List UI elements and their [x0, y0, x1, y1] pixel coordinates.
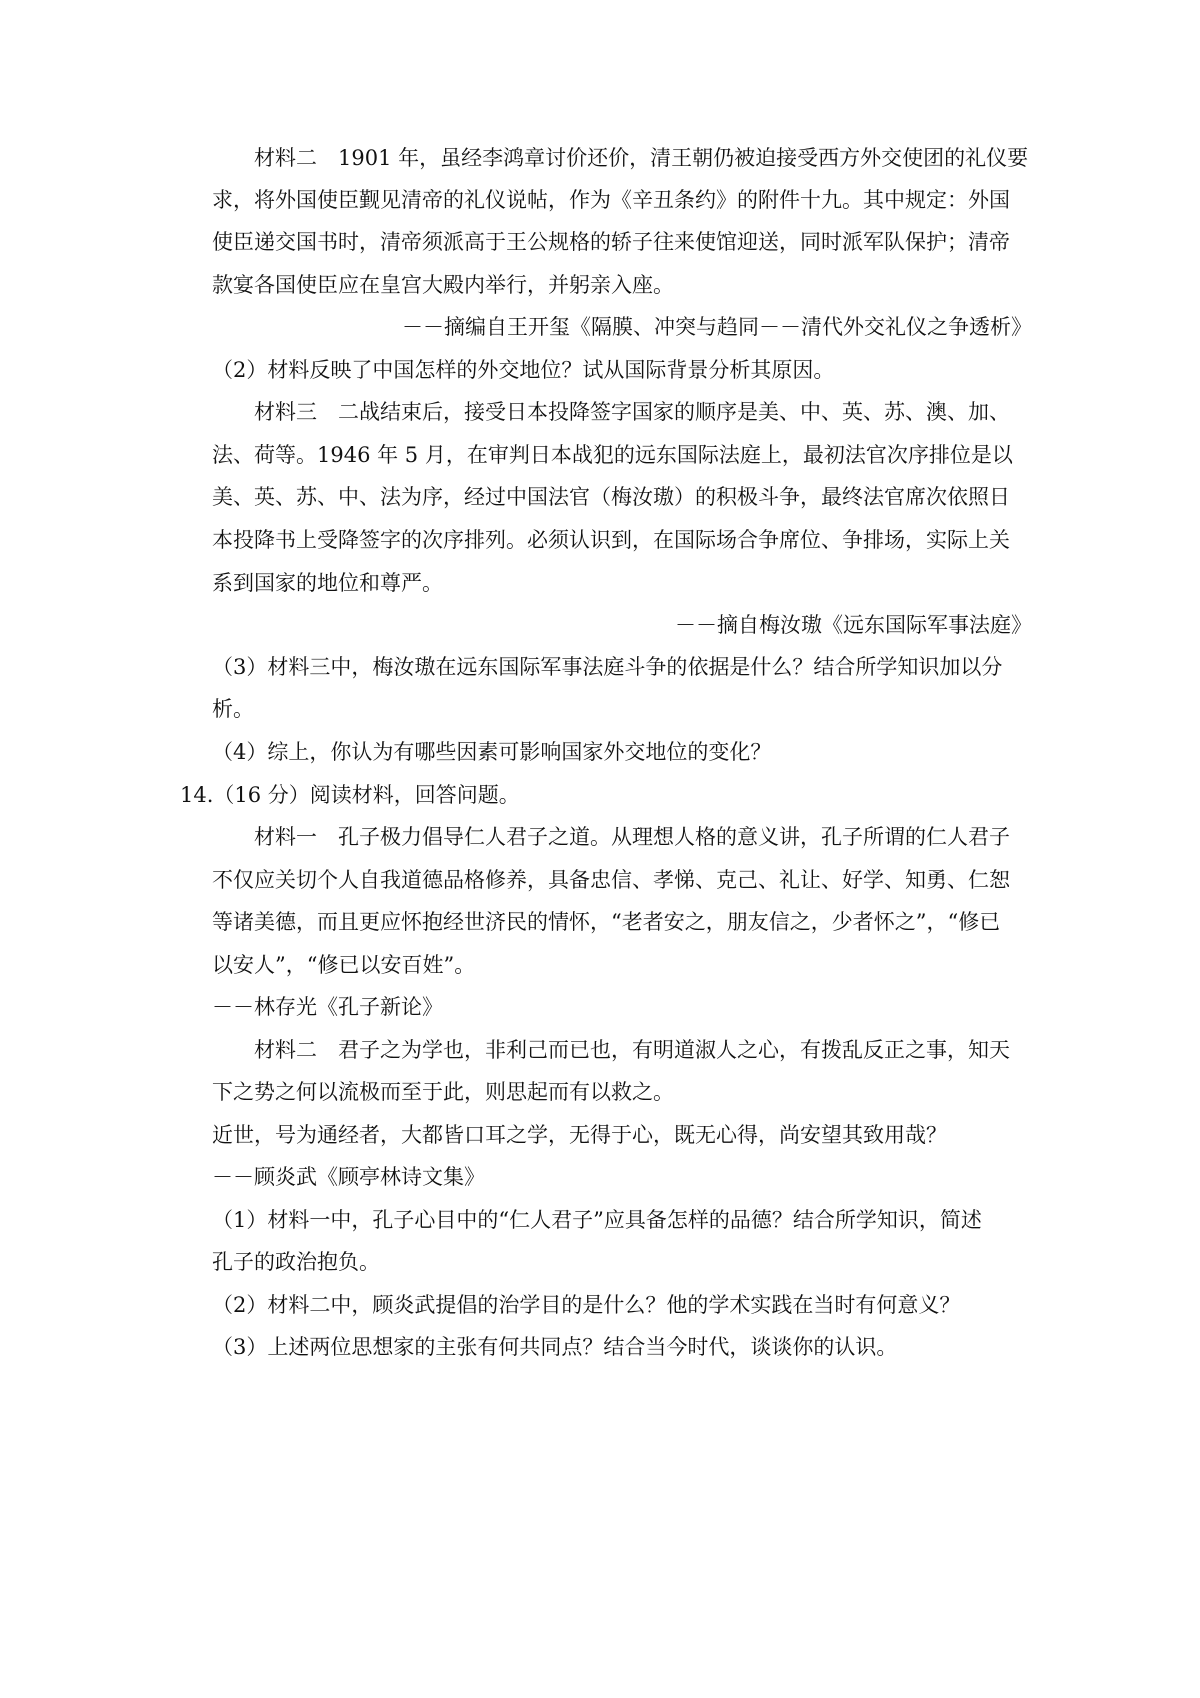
q14-question-2: （2）材料二中，顾炎武提倡的治学目的是什么？他的学术实践在当时有何意义？: [212, 1293, 961, 1317]
q14-material-1-line-4: 以安人”，“修已以安百姓”。: [212, 953, 476, 977]
q14-material-2-line-2: 下之势之何以流极而至于此，则思起而有以救之。: [212, 1080, 674, 1104]
q14-material-2-line-1: 材料二 君子之为学也，非利己而已也，有明道淑人之心，有拨乱反正之事，知天: [254, 1038, 1010, 1062]
q14-question-3: （3）上述两位思想家的主张有何共同点？结合当今时代，谈谈你的认识。: [212, 1335, 898, 1359]
q14-material-1-line-3: 等诸美德，而且更应怀抱经世济民的情怀，“老者安之，朋友信之，少者怀之”，“修已: [212, 910, 1001, 934]
question-2: （2）材料反映了中国怎样的外交地位？试从国际背景分析其原因。: [212, 358, 835, 382]
material-2-line-4: 款宴各国使臣应在皇宫大殿内举行，并躬亲入座。: [212, 273, 674, 297]
material-3-source: －－摘自梅汝璈《远东国际军事法庭》: [675, 613, 1032, 637]
material-2-line-3: 使臣递交国书时，清帝须派高于王公规格的轿子往来使馆迎送，同时派军队保护；清帝: [212, 230, 1010, 254]
q14-material-1-line-1: 材料一 孔子极力倡导仁人君子之道。从理想人格的意义讲，孔子所谓的仁人君子: [254, 825, 1010, 849]
q14-material-2-source: －－顾炎武《顾亭林诗文集》: [212, 1165, 485, 1189]
q14-material-1-line-2: 不仅应关切个人自我道德品格修养，具备忠信、孝悌、克己、礼让、好学、知勇、仁恕: [212, 868, 1010, 892]
material-3-line-1: 材料三 二战结束后，接受日本投降签字国家的顺序是美、中、英、苏、澳、加、: [254, 400, 1010, 424]
material-3-line-3: 美、英、苏、中、法为序，经过中国法官（梅汝璈）的积极斗争，最终法官席次依照日: [212, 485, 1010, 509]
material-3-line-2: 法、荷等。1946 年 5 月，在审判日本战犯的远东国际法庭上，最初法官次序排位是以: [212, 443, 1013, 467]
material-2-line-1: 材料二 1901 年，虽经李鸿章讨价还价，清王朝仍被迫接受西方外交使团的礼仪要: [254, 146, 1029, 170]
q14-material-2-line-3: 近世，号为通经者，大都皆口耳之学，无得于心，既无心得，尚安望其致用哉？: [212, 1123, 947, 1147]
q14-question-1-line-2: 孔子的政治抱负。: [212, 1250, 380, 1274]
question-3-line-2: 析。: [212, 697, 254, 721]
material-3-line-5: 系到国家的地位和尊严。: [212, 571, 443, 595]
question-3-line-1: （3）材料三中，梅汝璈在远东国际军事法庭斗争的依据是什么？结合所学知识加以分: [212, 655, 1003, 679]
q14-material-1-source: －－林存光《孔子新论》: [212, 995, 443, 1019]
material-2-line-2: 求，将外国使臣觐见清帝的礼仪说帖，作为《辛丑条约》的附件十九。其中规定：外国: [212, 188, 1010, 212]
question-4: （4）综上，你认为有哪些因素可影响国家外交地位的变化？: [212, 740, 772, 764]
material-3-line-4: 本投降书上受降签字的次序排列。必须认识到，在国际场合争席位、争排场，实际上关: [212, 528, 1010, 552]
question-14-heading: 14.（16 分）阅读材料，回答问题。: [180, 783, 520, 807]
q14-question-1-line-1: （1）材料一中，孔子心目中的“仁人君子”应具备怎样的品德？结合所学知识，简述: [212, 1208, 982, 1232]
material-2-source: －－摘编自王开玺《隔膜、冲突与趋同－－清代外交礼仪之争透析》: [402, 315, 1032, 339]
